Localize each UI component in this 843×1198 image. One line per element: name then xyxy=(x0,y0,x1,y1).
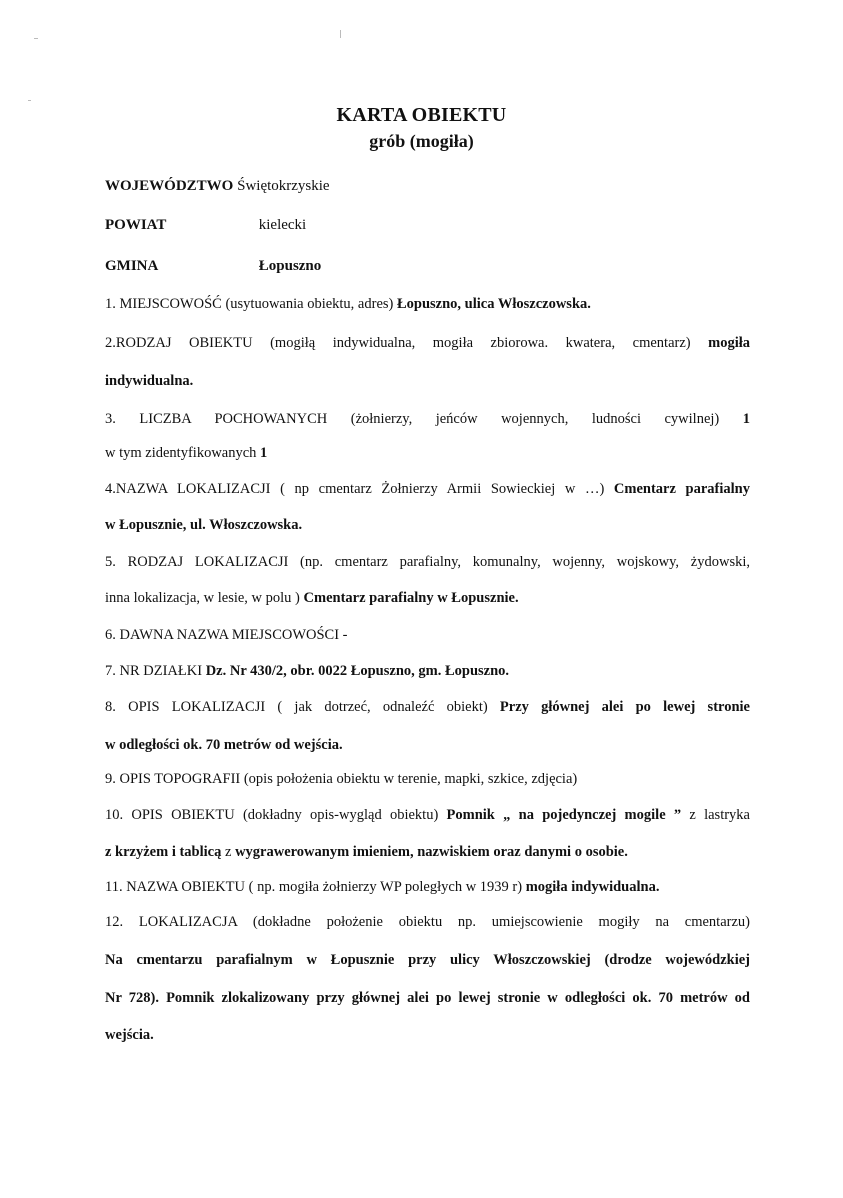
item-7-value: Dz. Nr 430/2, obr. 0022 Łopuszno, gm. Łopuszno. xyxy=(205,663,510,679)
scan-mark xyxy=(340,30,341,38)
item-2-label: 2.RODZAJ OBIEKTU (mogiłą indywidualna, mogiła zbiorowa. kwatera, cmentarz) xyxy=(105,335,709,351)
item-11-line xyxy=(105,879,750,895)
item-8-label: 8. OPIS LOKALIZACJI ( jak dotrzeć, odnaleźć obiekt) xyxy=(105,699,500,715)
scan-mark xyxy=(28,100,31,101)
item-4-value-cont: w Łopusznie, ul. Włoszczowska. xyxy=(105,517,303,533)
powiat-row xyxy=(105,217,306,234)
wojewodztwo-row xyxy=(105,178,330,195)
item-10-line xyxy=(105,807,750,823)
item-6-line xyxy=(105,627,750,643)
item-8-line-2 xyxy=(105,737,750,753)
item-11-label: 11. NAZWA OBIEKTU ( np. mogiła żołnierzy WP poległych w 1939 r) xyxy=(105,879,526,895)
item-5-line xyxy=(105,554,750,570)
wojewodztwo-value: Świętokrzyskie xyxy=(237,178,330,194)
item-12-line xyxy=(105,914,750,930)
item-12-line-4 xyxy=(105,1027,750,1043)
item-8-value-cont: w odległości ok. 70 metrów od wejścia. xyxy=(105,737,343,753)
item-4-line-2 xyxy=(105,517,750,533)
gmina-value: Łopuszno xyxy=(258,258,322,274)
item-10-value-end: wygrawerowanym imieniem, nazwiskiem oraz danymi o osobie. xyxy=(235,844,628,860)
item-10-value: Pomnik „ na pojedynczej mogile ” xyxy=(446,807,682,823)
item-3-line-2 xyxy=(105,445,750,461)
item-5-value: Cmentarz parafialny w Łopusznie. xyxy=(303,590,519,606)
item-12-line-2 xyxy=(105,952,750,968)
item-2-value-cont: indywidualna. xyxy=(105,373,194,389)
item-12-line-3 xyxy=(105,990,750,1006)
item-12-label: 12. LOKALIZACJA (dokładne położenie obiektu np. umiejscowienie mogiły na cmentarzu) xyxy=(105,914,750,930)
item-8-line xyxy=(105,699,750,715)
document-subtitle: grób (mogiła) xyxy=(369,131,474,151)
wojewodztwo-label: WOJEWÓDZTWO xyxy=(105,178,234,194)
scan-mark xyxy=(34,38,38,39)
item-12-value-end: wejścia. xyxy=(105,1027,154,1043)
item-3-line xyxy=(105,411,750,427)
document-title: KARTA OBIEKTU xyxy=(336,104,507,126)
gmina-row xyxy=(105,258,321,275)
item-3-label: 3. LICZBA POCHOWANYCH (żołnierzy, jeńców wojennych, ludności cywilnej) xyxy=(105,411,743,427)
item-3-sub-label: w tym zidentyfikowanych xyxy=(105,445,261,461)
item-1-line xyxy=(105,296,750,312)
item-2-line xyxy=(105,335,750,351)
item-9-label: 9. OPIS TOPOGRAFII (opis położenia obiektu w terenie, mapki, szkice, zdjęcia) xyxy=(105,771,578,787)
item-8-value: Przy głównej alei po lewej stronie xyxy=(499,699,750,715)
item-6-label: 6. DAWNA NAZWA MIEJSCOWOŚCI - xyxy=(105,627,348,643)
item-5-label-cont: inna lokalizacja, w lesie, w polu ) xyxy=(105,590,304,606)
powiat-label: POWIAT xyxy=(105,217,167,233)
item-1-label: 1. MIEJSCOWOŚĆ (usytuowania obiektu, adres) xyxy=(105,296,397,312)
item-7-label: 7. NR DZIAŁKI xyxy=(105,663,206,679)
item-12-value: Na cmentarzu parafialnym w Łopusznie przy ulicy Włoszczowskiej (drodze wojewódzkiej xyxy=(105,952,750,968)
item-4-line xyxy=(105,481,750,497)
item-4-label: 4.NAZWA LOKALIZACJI ( np cmentarz Żołnierzy Armii Sowieckiej w …) xyxy=(105,481,614,497)
item-12-value-cont: Nr 728). Pomnik zlokalizowany przy głównej alei po lewej stronie w odległości ok. 70 metrów od xyxy=(105,990,750,1006)
item-7-line xyxy=(105,663,750,679)
item-10-label: 10. OPIS OBIEKTU (dokładny opis-wygląd obiektu) xyxy=(105,807,447,823)
item-10-line-2 xyxy=(105,844,750,860)
item-4-value: Cmentarz parafialny xyxy=(613,481,750,497)
item-2-value: mogiła xyxy=(708,335,750,351)
item-9-line xyxy=(105,771,750,787)
powiat-value: kielecki xyxy=(258,217,307,233)
item-5-line-2 xyxy=(105,590,750,606)
item-10-connector: z xyxy=(221,844,236,860)
item-5-label: 5. RODZAJ LOKALIZACJI (np. cmentarz parafialny, komunalny, wojenny, wojskowy, żydowski, xyxy=(105,554,750,570)
gmina-label: GMINA xyxy=(105,258,159,274)
item-3-sub-value: 1 xyxy=(260,445,268,461)
item-2-line-2 xyxy=(105,373,750,389)
item-1-value: Łopuszno, ulica Włoszczowska. xyxy=(396,296,591,312)
item-10-value-cont: z krzyżem i tablicą xyxy=(105,844,222,860)
item-11-value: mogiła indywidualna. xyxy=(525,879,660,895)
item-3-value: 1 xyxy=(742,411,750,427)
item-10-material: z lastryka xyxy=(681,807,750,823)
